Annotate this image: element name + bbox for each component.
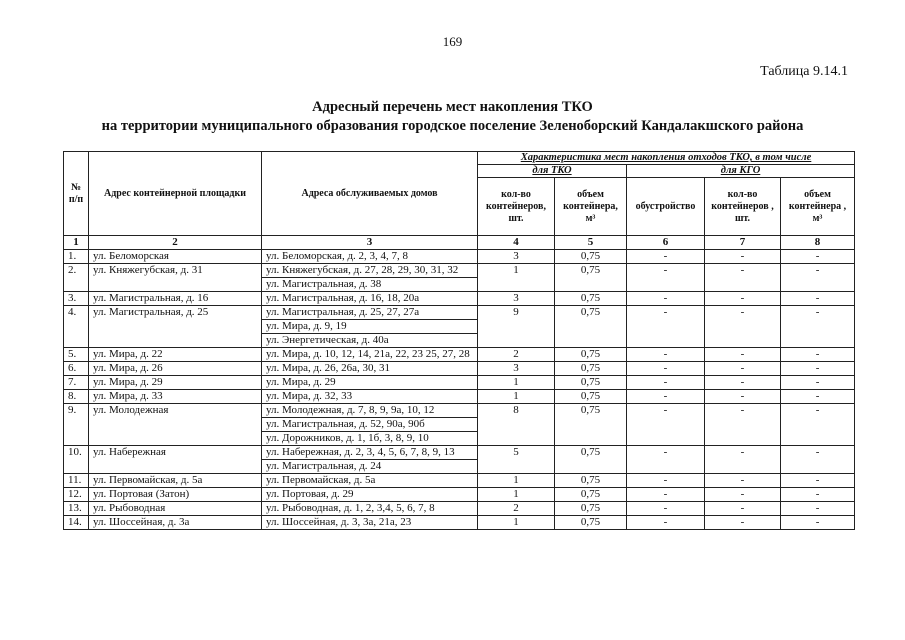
kgo-equipment: - — [627, 348, 705, 362]
tko-volume: 0,75 — [555, 292, 627, 306]
tko-volume: 0,75 — [555, 348, 627, 362]
kgo-count: - — [705, 264, 781, 292]
table-row — [64, 250, 855, 264]
row-number: 3. — [64, 292, 89, 306]
kgo-volume: - — [781, 404, 855, 446]
tko-volume: 0,75 — [555, 264, 627, 292]
kgo-volume: - — [781, 292, 855, 306]
header-address: Адрес контейнерной площадки — [89, 152, 262, 236]
kgo-volume: - — [781, 250, 855, 264]
kgo-volume: - — [781, 516, 855, 530]
row-number: 13. — [64, 502, 89, 516]
tko-count: 1 — [478, 488, 555, 502]
table-row — [64, 404, 855, 418]
column-number-row — [64, 236, 855, 250]
header-kgo-count: кол-во контейнеров , шт. — [705, 178, 781, 236]
served-houses: ул. Княжегубская, д. 27, 28, 29, 30, 31, 32 — [262, 264, 478, 278]
col-number: 6 — [627, 236, 705, 250]
row-number: 6. — [64, 362, 89, 376]
served-houses: ул. Дорожников, д. 1, 1б, 3, 8, 9, 10 — [262, 432, 478, 446]
served-houses: ул. Набережная, д. 2, 3, 4, 5, 6, 7, 8, 9, 13 — [262, 446, 478, 460]
col-number: 8 — [781, 236, 855, 250]
tko-count: 9 — [478, 306, 555, 348]
tko-count: 1 — [478, 264, 555, 292]
kgo-equipment: - — [627, 390, 705, 404]
kgo-count: - — [705, 516, 781, 530]
header-kgo-volume: объем контейнера , м³ — [781, 178, 855, 236]
container-address: ул. Мира, д. 33 — [89, 390, 262, 404]
kgo-equipment: - — [627, 306, 705, 348]
row-number: 7. — [64, 376, 89, 390]
container-address: ул. Мира, д. 29 — [89, 376, 262, 390]
tko-volume: 0,75 — [555, 474, 627, 488]
table-row — [64, 446, 855, 460]
served-houses: ул. Мира, д. 29 — [262, 376, 478, 390]
table-row — [64, 264, 855, 278]
container-address: ул. Мира, д. 22 — [89, 348, 262, 362]
kgo-volume: - — [781, 474, 855, 488]
kgo-equipment: - — [627, 292, 705, 306]
row-number: 8. — [64, 390, 89, 404]
container-address: ул. Княжегубская, д. 31 — [89, 264, 262, 292]
kgo-equipment: - — [627, 446, 705, 474]
served-houses: ул. Мира, д. 26, 26а, 30, 31 — [262, 362, 478, 376]
address-table — [63, 151, 855, 530]
header-tko: для ТКО — [478, 165, 627, 178]
row-number: 2. — [64, 264, 89, 292]
page-number: 169 — [442, 34, 463, 49]
header-kgo-equipment: обустройство — [627, 178, 705, 236]
container-address: ул. Шоссейная, д. 3а — [89, 516, 262, 530]
title-line-2: на территории муниципального образования городское поселение Зеленоборский Кандалакшского района — [101, 118, 804, 134]
kgo-count: - — [705, 474, 781, 488]
served-houses: ул. Мира, д. 9, 19 — [262, 320, 478, 334]
kgo-volume: - — [781, 502, 855, 516]
kgo-volume: - — [781, 264, 855, 292]
container-address: ул. Набережная — [89, 446, 262, 474]
col-number: 1 — [64, 236, 89, 250]
table-row — [64, 348, 855, 362]
kgo-equipment: - — [627, 488, 705, 502]
tko-count: 5 — [478, 446, 555, 474]
served-houses: ул. Мира, д. 10, 12, 14, 21а, 22, 23 25, 27, 28 — [262, 348, 478, 362]
tko-volume: 0,75 — [555, 502, 627, 516]
document-title — [0, 98, 905, 136]
tko-count: 3 — [478, 250, 555, 264]
row-number: 1. — [64, 250, 89, 264]
tko-volume: 0,75 — [555, 404, 627, 446]
header-houses: Адреса обслуживаемых домов — [262, 152, 478, 236]
table-row — [64, 376, 855, 390]
kgo-count: - — [705, 250, 781, 264]
kgo-count: - — [705, 348, 781, 362]
kgo-equipment: - — [627, 376, 705, 390]
table-row — [64, 292, 855, 306]
served-houses: ул. Беломорская, д. 2, 3, 4, 7, 8 — [262, 250, 478, 264]
kgo-count: - — [705, 306, 781, 348]
kgo-count: - — [705, 362, 781, 376]
col-number: 7 — [705, 236, 781, 250]
kgo-equipment: - — [627, 362, 705, 376]
container-address: ул. Мира, д. 26 — [89, 362, 262, 376]
kgo-volume: - — [781, 488, 855, 502]
col-number: 5 — [555, 236, 627, 250]
tko-count: 1 — [478, 474, 555, 488]
container-address: ул. Беломорская — [89, 250, 262, 264]
kgo-count: - — [705, 404, 781, 446]
tko-count: 8 — [478, 404, 555, 446]
container-address: ул. Портовая (Затон) — [89, 488, 262, 502]
row-number: 11. — [64, 474, 89, 488]
tko-count: 1 — [478, 390, 555, 404]
col-number: 2 — [89, 236, 262, 250]
title-line-1: Адресный перечень мест накопления ТКО — [312, 99, 593, 115]
kgo-equipment: - — [627, 474, 705, 488]
tko-volume: 0,75 — [555, 362, 627, 376]
served-houses: ул. Магистральная, д. 16, 18, 20а — [262, 292, 478, 306]
row-number: 9. — [64, 404, 89, 446]
served-houses: ул. Шоссейная, д. 3, 3а, 21а, 23 — [262, 516, 478, 530]
header-tko-volume: объем контейнера, м³ — [555, 178, 627, 236]
table-label: Таблица 9.14.1 — [760, 64, 848, 79]
table-row — [64, 502, 855, 516]
served-houses: ул. Магистральная, д. 24 — [262, 460, 478, 474]
tko-count: 2 — [478, 502, 555, 516]
kgo-count: - — [705, 502, 781, 516]
container-address: ул. Рыбоводная — [89, 502, 262, 516]
kgo-volume: - — [781, 306, 855, 348]
container-address: ул. Магистральная, д. 25 — [89, 306, 262, 348]
table-row — [64, 474, 855, 488]
tko-count: 2 — [478, 348, 555, 362]
served-houses: ул. Молодежная, д. 7, 8, 9, 9а, 10, 12 — [262, 404, 478, 418]
col-number: 3 — [262, 236, 478, 250]
kgo-volume: - — [781, 446, 855, 474]
tko-volume: 0,75 — [555, 516, 627, 530]
table-row — [64, 362, 855, 376]
kgo-volume: - — [781, 376, 855, 390]
header-characteristic: Характеристика мест накопления отходов ТКО, в том числе — [478, 152, 855, 165]
served-houses: ул. Мира, д. 32, 33 — [262, 390, 478, 404]
col-number: 4 — [478, 236, 555, 250]
kgo-equipment: - — [627, 516, 705, 530]
tko-count: 3 — [478, 362, 555, 376]
kgo-volume: - — [781, 390, 855, 404]
container-address: ул. Первомайская, д. 5а — [89, 474, 262, 488]
table-row — [64, 488, 855, 502]
header-tko-count: кол-во контейнеров, шт. — [478, 178, 555, 236]
tko-count: 3 — [478, 292, 555, 306]
header-num: № п/п — [64, 152, 89, 236]
tko-volume: 0,75 — [555, 446, 627, 474]
kgo-count: - — [705, 292, 781, 306]
kgo-equipment: - — [627, 250, 705, 264]
kgo-equipment: - — [627, 502, 705, 516]
container-address: ул. Молодежная — [89, 404, 262, 446]
row-number: 10. — [64, 446, 89, 474]
tko-volume: 0,75 — [555, 390, 627, 404]
kgo-volume: - — [781, 362, 855, 376]
served-houses: ул. Энергетическая, д. 40а — [262, 334, 478, 348]
kgo-volume: - — [781, 348, 855, 362]
served-houses: ул. Портовая, д. 29 — [262, 488, 478, 502]
tko-volume: 0,75 — [555, 488, 627, 502]
container-address: ул. Магистральная, д. 16 — [89, 292, 262, 306]
tko-count: 1 — [478, 376, 555, 390]
served-houses: ул. Рыбоводная, д. 1, 2, 3,4, 5, 6, 7, 8 — [262, 502, 478, 516]
kgo-equipment: - — [627, 264, 705, 292]
table-row — [64, 306, 855, 320]
row-number: 12. — [64, 488, 89, 502]
tko-volume: 0,75 — [555, 376, 627, 390]
table-row — [64, 516, 855, 530]
kgo-equipment: - — [627, 404, 705, 446]
tko-count: 1 — [478, 516, 555, 530]
row-number: 4. — [64, 306, 89, 348]
kgo-count: - — [705, 390, 781, 404]
tko-volume: 0,75 — [555, 306, 627, 348]
tko-volume: 0,75 — [555, 250, 627, 264]
kgo-count: - — [705, 446, 781, 474]
served-houses: ул. Первомайская, д. 5а — [262, 474, 478, 488]
kgo-count: - — [705, 376, 781, 390]
served-houses: ул. Магистральная, д. 38 — [262, 278, 478, 292]
served-houses: ул. Магистральная, д. 52, 90а, 90б — [262, 418, 478, 432]
served-houses: ул. Магистральная, д. 25, 27, 27а — [262, 306, 478, 320]
header-kgo: для КГО — [627, 165, 855, 178]
table-row — [64, 390, 855, 404]
kgo-count: - — [705, 488, 781, 502]
row-number: 14. — [64, 516, 89, 530]
row-number: 5. — [64, 348, 89, 362]
